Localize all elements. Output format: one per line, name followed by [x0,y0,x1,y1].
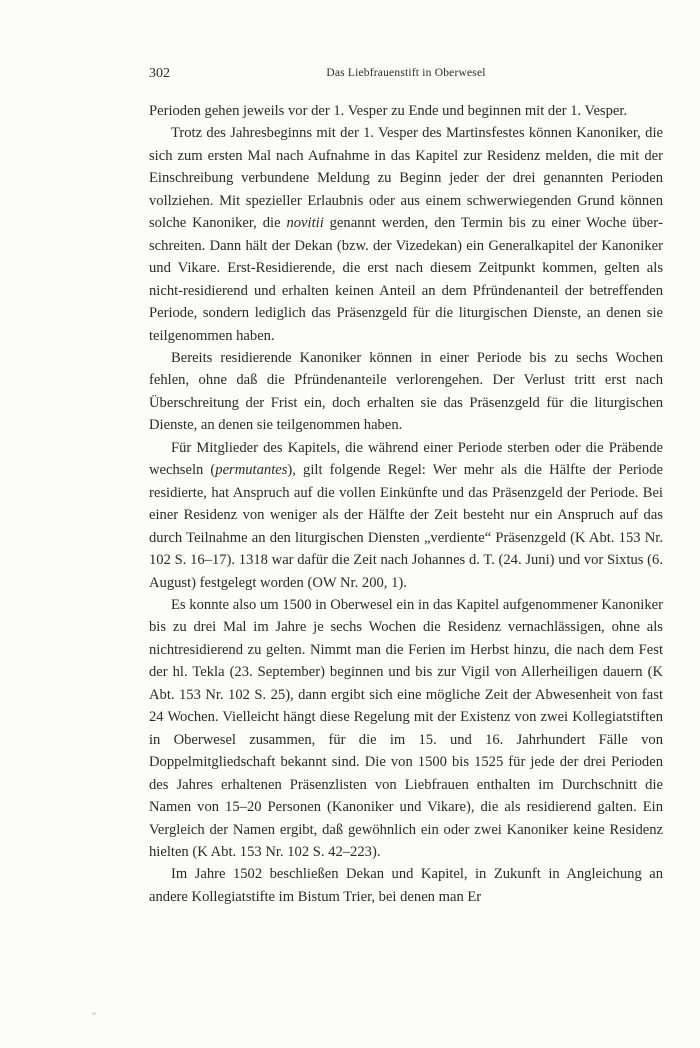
page-header [149,66,663,86]
latin-term: novitii [286,215,324,232]
paragraph: Bereits residierende Kanoniker können in einer Periode bis zu sechs Wochen fehlen, ohne daß die Pfründenanteile verlorengehen. Der Verlust tritt erst nach Überschreitung der Frist ein, doch erhalten sie das Präsenzgeld für die liturgischen Dienste, an denen sie teilgenommen haben. [149,349,663,434]
body-text [149,100,663,908]
paragraph: Für Mitglieder des Kapitels, die während einer Periode sterben oder die Präbende wechseln (permutantes), gilt folgende Regel: Wer mehr als die Hälfte der Periode residierte, hat Anspruch auf die vollen Einkünfte und das Präsenzgeld der Periode. Bei einer Residenz von weniger als der Hälfte der Zeit besteht nur ein Anspruch auf das durch Teilnahme an den liturgischen Diensten „verdiente“ Präsenzgeld (K Abt. 153 Nr. 102 S. 16–17). 1318 war dafür die Zeit nach Johannes d. T. (24. Juni) und vor Sixtus (6. August) festgelegt worden (OW Nr. 200, 1). [149,439,663,591]
scan-speck [92,1012,96,1015]
running-title: Das Liebfrauenstift in Oberwesel [326,67,486,79]
paragraph: Perioden gehen jeweils vor der 1. Vesper zu Ende und beginnen mit der 1. Vesper. [149,103,628,119]
paragraph: Trotz des Jahresbeginns mit der 1. Vesper des Martinsfestes können Kanoniker, die sich zum ersten Mal nach Aufnahme in das Kapitel zur Residenz melden, die mit der Einschreibung verbundene Meldung zu Beginn jeder der drei genannten Perioden vollziehen. Mit spezieller Erlaubnis oder aus einem schwerwiegenden Grund können solche Kanoniker, die novitii genannt werden, den Termin bis zu einer Woche überschreiten. Dann hält der Dekan (bzw. der Vizedekan) ein Generalkapitel der Kanoniker und Vikare. Erst-Residierende, die erst nach diesem Zeitpunkt kommen, gelten als nicht-residierend und erhalten keinen Anteil an dem Pfründenanteil der betreffenden Periode, sondern lediglich das Präsenzgeld für die liturgischen Dienste, an denen sie teilgenommen haben. [149,125,663,344]
paragraph: Im Jahre 1502 beschließen Dekan und Kapitel, in Zukunft in Angleichung an andere Kollegiatstifte im Bistum Trier, bei denen man Er [149,866,663,905]
latin-term: permutantes [215,462,288,479]
page-number: 302 [149,66,170,81]
paragraph: Es konnte also um 1500 in Oberwesel ein in das Kapitel aufgenommener Kanoniker bis zu drei Mal im Jahre je sechs Wochen die Residenz vernachlässigen, ohne als nichtresidierend zu gelten. Nimmt man die Ferien im Herbst hinzu, die nach dem Fest der hl. Tekla (23. September) beginnen und bis zur Vigil von Allerheiligen dauern (K Abt. 153 Nr. 102 S. 25), dann ergibt sich eine mögliche Zeit der Abwesenheit von fast 24 Wochen. Vielleicht hängt diese Regelung mit der Existenz von zwei Kollegiatstiften in Oberwesel zusammen, für die im 15. und 16. Jahrhundert Fälle von Doppelmitgliedschaft bekannt sind. Die von 1500 bis 1525 für jede der drei Perioden des Jahres erhaltenen Präsenzlisten von Liebfrauen enthalten im Durchschnitt die Namen von 15–20 Personen (Kanoniker und Vikare), die als residierend galten. Ein Vergleich der Namen ergibt, daß gewöhnlich ein oder zwei Kanoniker keine Residenz hielten (K Abt. 153 Nr. 102 S. 42–223). [149,596,663,860]
